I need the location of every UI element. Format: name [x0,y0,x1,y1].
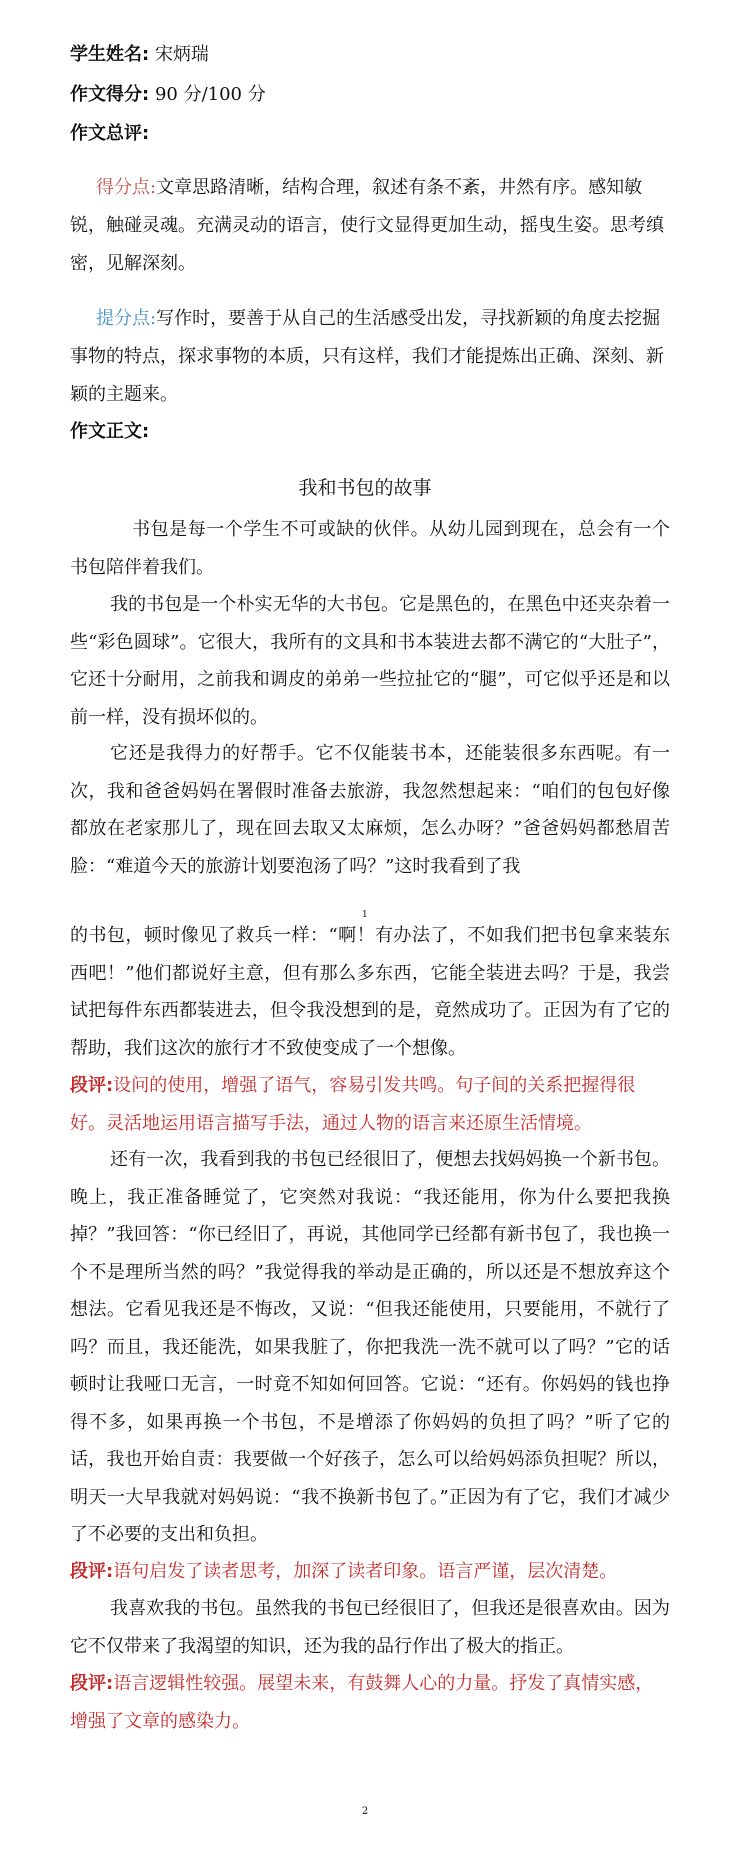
comment-1-text: 设问的使用，增强了语气，容易引发共鸣。句子间的关系把握得很好。灵活地运用语言描写手法，通过人物的语言来还原生活情境。 [70,1075,636,1134]
comment-1-label: 段评: [70,1075,114,1096]
improvements-paragraph [70,300,670,414]
essay-paragraph-3b: 的书包，顿时像见了救兵一样：“啊！有办法了，不如我们把书包拿来装东西吧！”他们都说好主意，但有那么多东西，它能全装进去吗？于是，我尝试把每件东西都装进去，但令我没想到的是，竟然成功了。正因为有了它的帮助，我们这次的旅行才不致使变成了一个想像。 [70,925,670,1059]
student-name-line [70,42,209,68]
essay-paragraph-5: 我喜欢我的书包。虽然我的书包已经很旧了，但我还是很喜欢由。因为它不仅带来了我渴望的知识，还为我的品行作出了极大的指正。 [70,1598,670,1657]
student-name-value: 宋炳瑞 [154,44,209,65]
improvements-label: 提分点: [96,308,157,329]
improvements-text: 写作时，要善于从自己的生活感受出发，寻找新颖的角度去挖掘事物的特点，探求事物的本质，只有这样，我们才能提炼出正确、深刻、新颖的主题来。 [70,308,664,405]
score-line [70,82,266,108]
paragraph-comment-3 [70,1665,670,1740]
essay-paragraph-2: 我的书包是一个朴实无华的大书包。它是黑色的，在黑色中还夹杂着一些“彩色圆球”。它很大，我所有的文具和书本装进去都不满它的“大肚子”，它还十分耐用，之前我和调皮的弟弟一些拉扯它的“腿”，可它似乎还是和以前一样，没有损坏似的。 [70,594,670,728]
paragraph-comment-2 [70,1553,670,1591]
footnote-mark: 1 [362,910,368,920]
comment-2-label: 段评: [70,1561,114,1582]
strengths-paragraph [70,169,670,283]
strengths-text: 文章思路清晰，结构合理，叙述有条不紊，井然有序。感知敏锐，触碰灵魂。充满灵动的语言，使行文显得更加生动，摇曳生姿。思考缜密，见解深刻。 [70,177,664,274]
score-value: 90 分/100 分 [154,84,266,105]
essay-body-heading [70,419,149,445]
comment-3-label: 段评: [70,1673,114,1694]
overall-comment-heading [70,121,149,147]
score-label: 作文得分: [70,84,150,105]
comment-3-text: 语言逻辑性较强。展望未来，有鼓舞人心的力量。抒发了真情实感，增强了文章的感染力。 [70,1673,654,1732]
essay-paragraph-1: 书包是每一个学生不可或缺的伙伴。从幼儿园到现在，总会有一个书包陪伴着我们。 [70,519,670,578]
page-number: 2 [361,1806,369,1817]
strengths-label: 得分点: [96,177,157,198]
essay-paragraph-4: 还有一次，我看到我的书包已经很旧了，便想去找妈妈换一个新书包。晚上，我正准备睡觉了，它突然对我说：“我还能用，你为什么要把我换掉？”我回答：“你已经旧了，再说，其他同学已经都有新书包了，我也换一个不是理所当然的吗？”我觉得我的举动是正确的，所以还是不想放弃这个想法。它看见我还是不悔改，又说：“但我还能使用，只要能用，不就行了吗？而且，我还能洗，如果我脏了，你把我洗一洗不就可以了吗？”它的话顿时让我哑口无言，一时竟不知如何回答。它说：“还有。你妈妈的钱也挣得不多，如果再换一个书包，不是增添了你妈妈的负担了吗？”听了它的话，我也开始自责：我要做一个好孩子，怎么可以给妈妈添负担呢？所以，明天一大早我就对妈妈说：“我不换新书包了。”正因为有了它，我们才减少了不必要的支出和负担。 [70,1149,670,1545]
overall-comment-label: 作文总评: [70,123,150,144]
paragraph-comment-1 [70,1067,670,1142]
comment-2-text: 语句启发了读者思考，加深了读者印象。语言严谨，层次清楚。 [113,1561,618,1582]
student-name-label: 学生姓名: [70,44,150,65]
essay-body-label: 作文正文: [70,421,150,442]
essay-paragraph-3a: 它还是我得力的好帮手。它不仅能装书本，还能装很多东西呢。有一次，我和爸爸妈妈在署假时准备去旅游，我忽然想起来：“咱们的包包好像都放在老家那儿了，现在回去取又太麻烦，怎么办呀？”爸爸妈妈都愁眉苦脸：“难道今天的旅游计划要泡汤了吗？”这时我看到了我 [70,743,670,877]
essay-title: 我和书包的故事 [298,477,432,499]
